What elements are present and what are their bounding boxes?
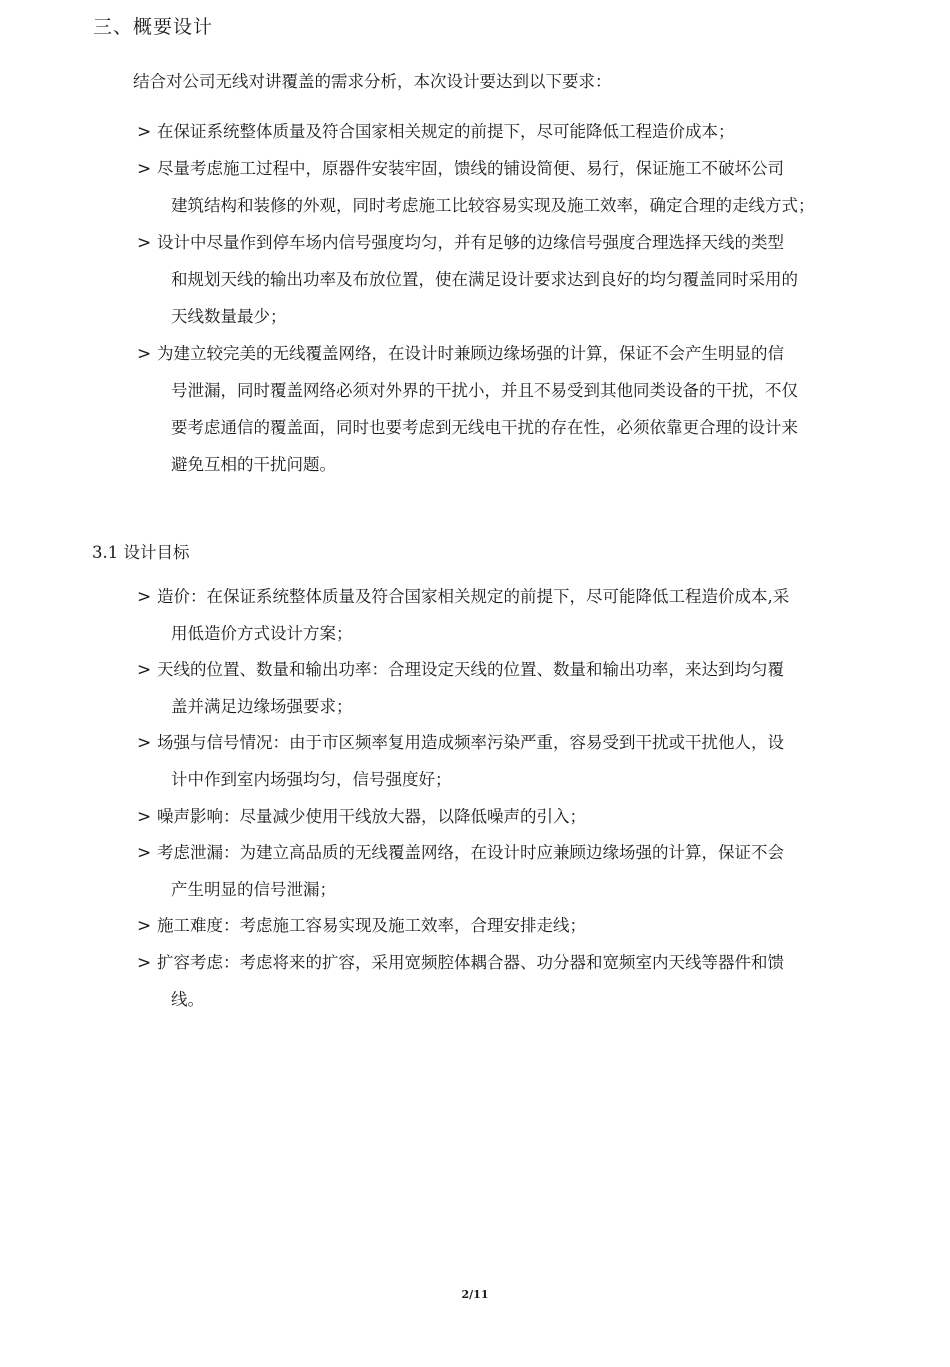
goal-item [137,587,789,607]
goal-item-continuation [171,880,336,900]
list-item-text: 尽量考虑施工过程中，原器件安装牢固，馈线的铺设简便、易行，保证施工不破坏公司 [157,159,784,178]
list-item-text: 设计中尽量作到停车场内信号强度均匀，并有足够的边缘信号强度合理选择天线的类型 [157,233,784,252]
list-item-text: 避免互相的干扰问题。 [171,455,336,474]
list-item-text: 盖并满足边缘场强要求； [171,696,353,716]
goal-item [137,953,784,973]
subsection-heading: 3.1 设计目标 [92,543,190,562]
list-item-text: 考虑泄漏：为建立高品质的无线覆盖网络，在设计时应兼顾边缘场强的计算，保证不会 [157,843,784,863]
list-item-text: 场强与信号情况：由于市区频率复用造成频率污染严重，容易受到干扰或干扰他人，设 [157,733,784,753]
requirement-item-continuation [171,196,815,216]
bullet-arrow-icon: > [137,122,152,142]
requirement-item [137,233,784,253]
requirement-item [137,344,784,364]
page-number: 2/11 [461,1288,489,1301]
bullet-arrow-icon: > [137,733,152,754]
goal-item-continuation [171,770,452,790]
list-item-text: 扩容考虑：考虑将来的扩容，采用宽频腔体耦合器、功分器和宽频室内天线等器件和馈 [157,953,784,972]
section-heading: 三、概要设计 [93,16,214,38]
bullet-arrow-icon: > [137,159,152,179]
goal-item [137,916,586,936]
bullet-arrow-icon: > [137,916,152,937]
bullet-arrow-icon: > [137,344,152,364]
list-item-text: 在保证系统整体质量及符合国家相关规定的前提下，尽可能降低工程造价成本； [157,122,735,141]
requirement-item-continuation [171,307,287,327]
list-item-text: 要考虑通信的覆盖面，同时也要考虑到无线电干扰的存在性，必须依靠更合理的设计来 [171,418,798,437]
list-item-text: 产生明显的信号泄漏； [171,879,336,899]
list-item-text: 天线的位置、数量和输出功率：合理设定天线的位置、数量和输出功率，来达到均匀覆 [157,660,784,680]
goal-item-continuation [171,990,204,1010]
bullet-arrow-icon: > [137,806,152,827]
requirement-item-continuation [171,381,798,401]
bullet-arrow-icon: > [137,843,152,864]
requirement-item [137,122,735,142]
list-item-text: 为建立较完美的无线覆盖网络，在设计时兼顾边缘场强的计算，保证不会产生明显的信 [157,344,784,363]
requirement-item-continuation [171,455,336,475]
list-item-text: 计中作到室内场强均匀，信号强度好； [171,770,452,789]
bullet-arrow-icon: > [137,233,152,253]
bullet-arrow-icon: > [137,587,152,607]
goal-item-continuation [171,697,353,717]
bullet-arrow-icon: > [137,660,152,681]
section-intro: 结合对公司无线对讲覆盖的需求分析，本次设计要达到以下要求： [133,72,612,91]
bullet-arrow-icon: > [137,953,152,973]
requirement-item [137,159,784,179]
requirement-item-continuation [171,270,798,290]
goal-item [137,733,784,753]
goal-item [137,807,586,827]
list-item-text: 和规划天线的输出功率及布放位置，使在满足设计要求达到良好的均匀覆盖同时采用的 [171,270,798,289]
goal-item-continuation [171,624,353,644]
list-item-text: 噪声影响：尽量减少使用干线放大器，以降低噪声的引入； [157,806,586,826]
list-item-text: 线。 [171,989,204,1009]
list-item-text: 用低造价方式设计方案； [171,623,353,643]
requirement-item-continuation [171,418,798,438]
goal-item [137,660,784,680]
list-item-text: 天线数量最少； [171,307,287,326]
list-item-text: 造价：在保证系统整体质量及符合国家相关规定的前提下，尽可能降低工程造价成本,采 [157,587,790,606]
goal-item [137,843,784,863]
list-item-text: 建筑结构和装修的外观，同时考虑施工比较容易实现及施工效率，确定合理的走线方式； [171,196,815,215]
list-item-text: 号泄漏，同时覆盖网络必须对外界的干扰小，并且不易受到其他同类设备的干扰，不仅 [171,381,798,400]
list-item-text: 施工难度：考虑施工容易实现及施工效率，合理安排走线； [157,916,586,936]
